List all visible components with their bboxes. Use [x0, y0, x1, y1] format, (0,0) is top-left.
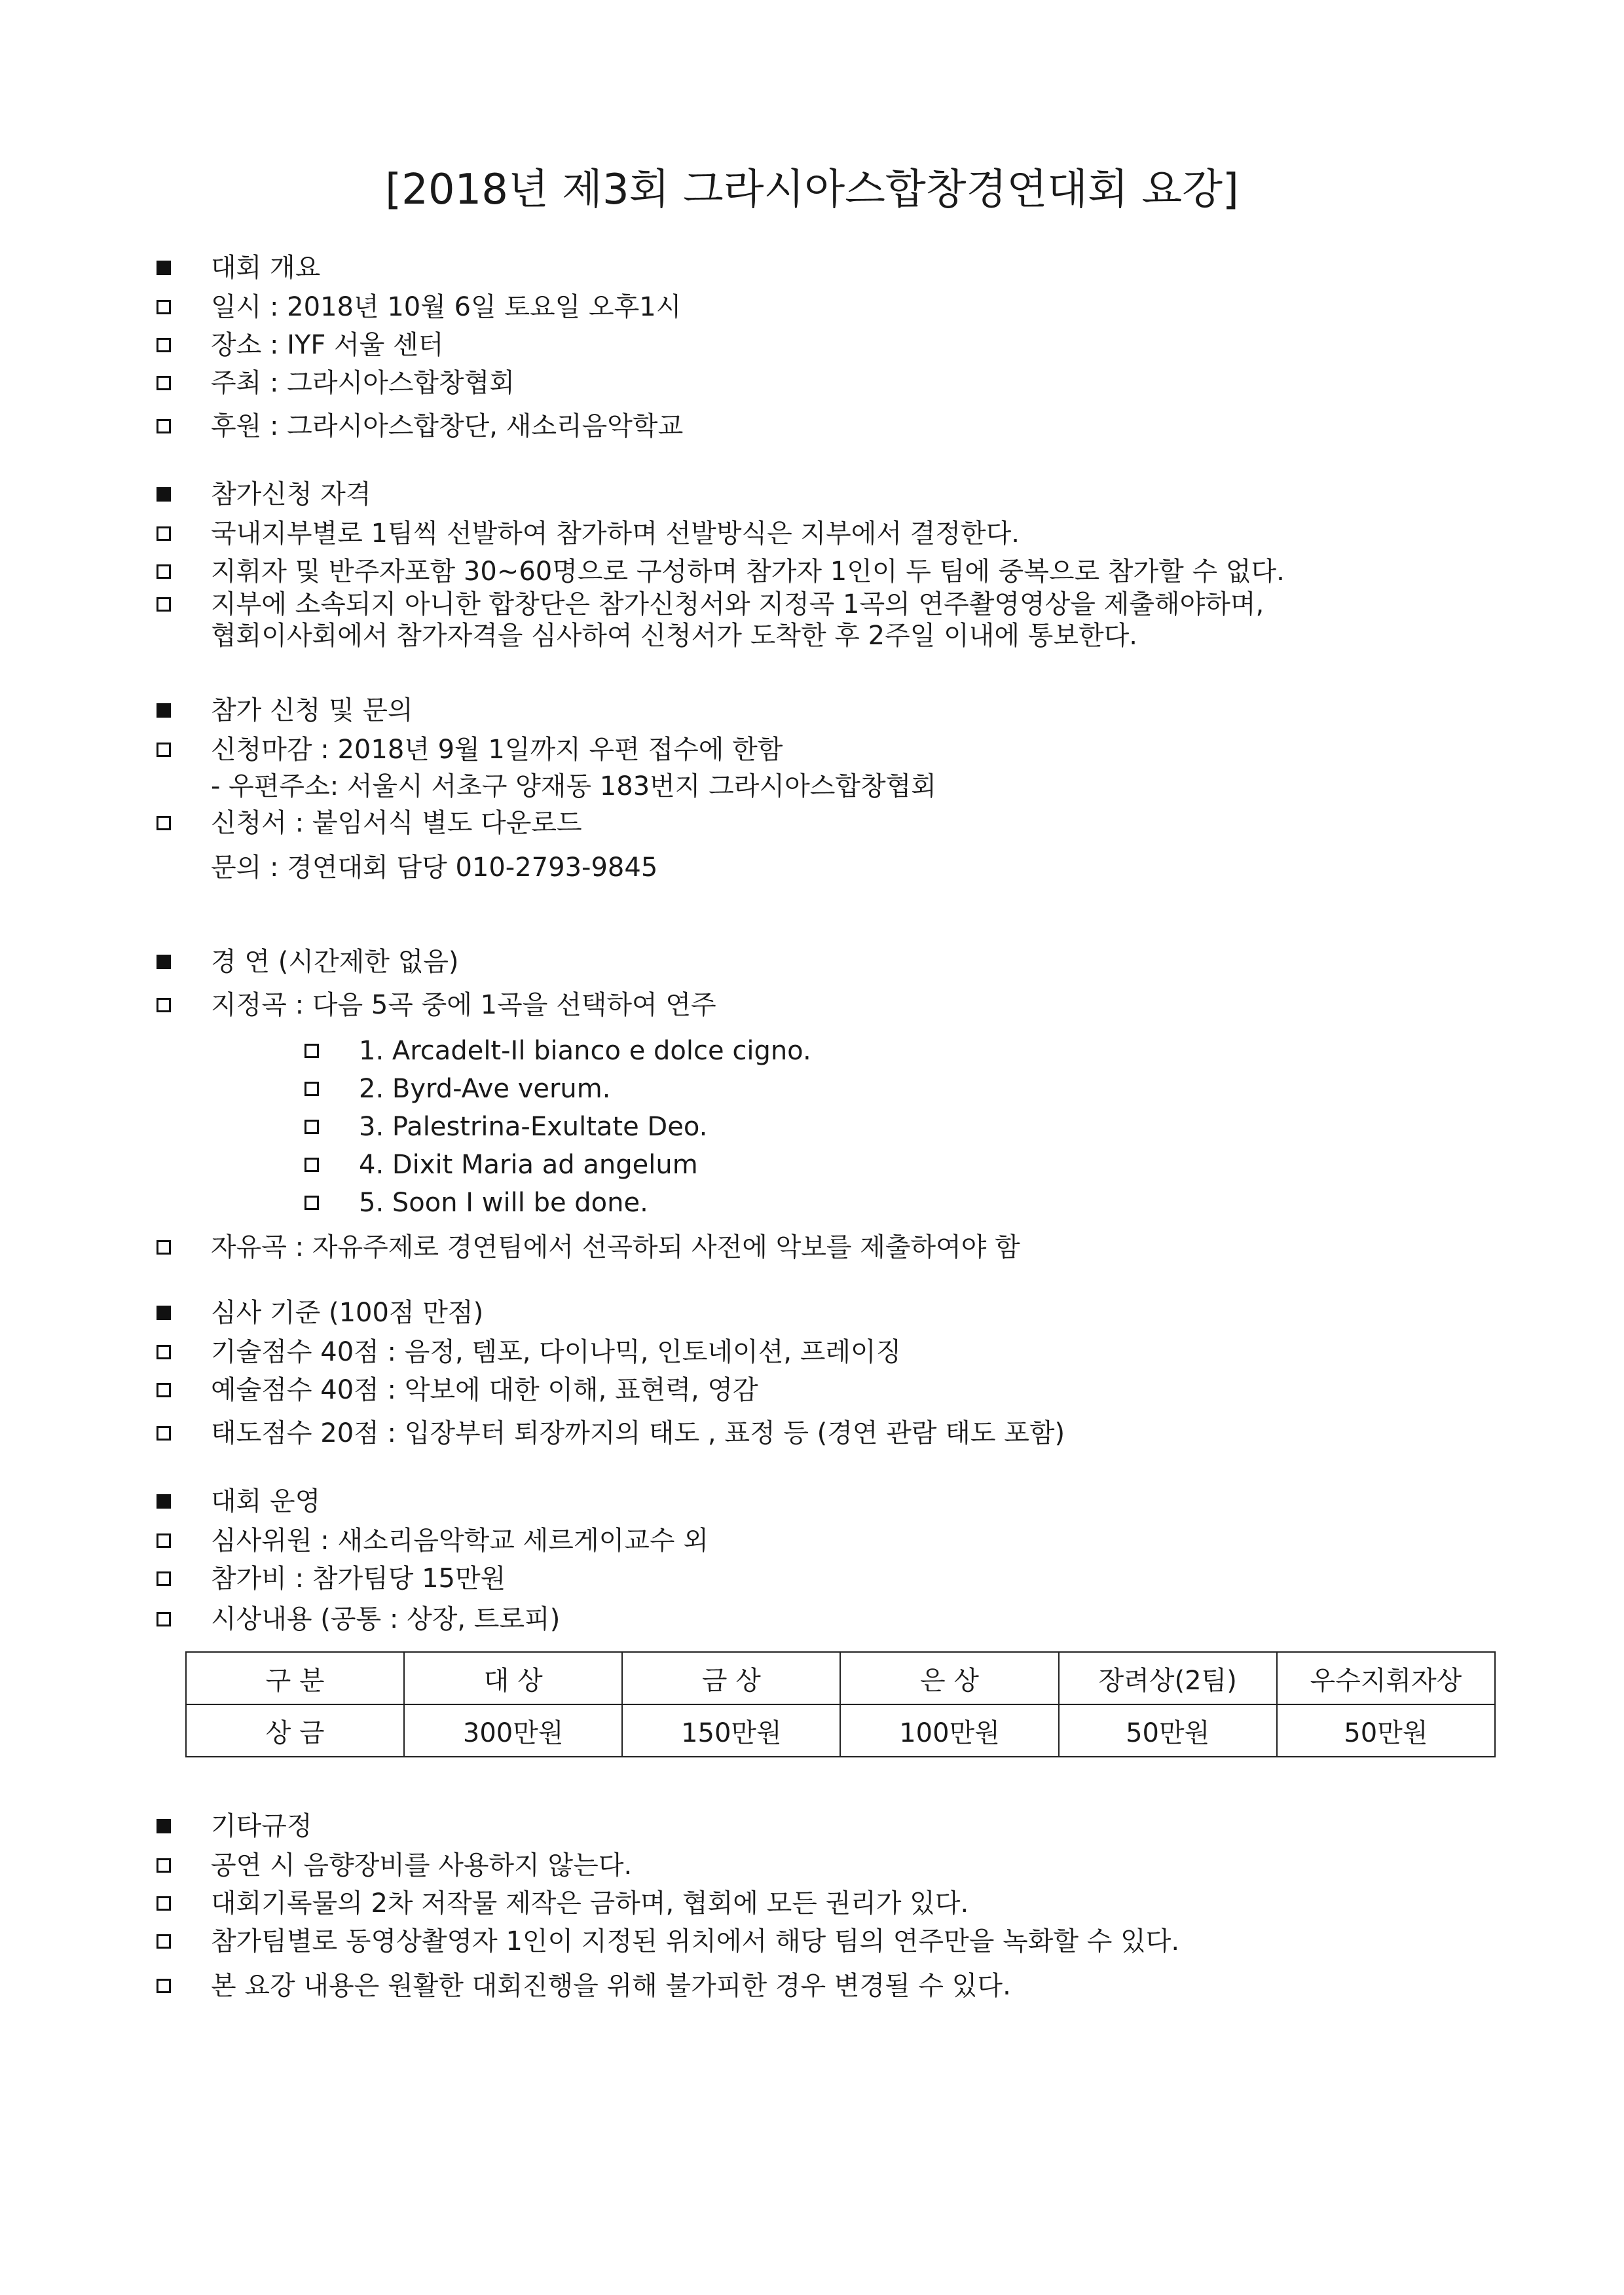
checkbox-bullet-icon [304, 1158, 319, 1172]
table-cell: 300만원 [404, 1704, 622, 1757]
operation-awards: 시상내용 (공통 : 상장, 트로피) [211, 1604, 561, 1634]
checkbox-bullet-icon [157, 564, 171, 579]
checkbox-bullet-icon [157, 1383, 171, 1397]
checkbox-bullet-icon [304, 1120, 319, 1134]
criteria-item: 예술점수 40점 : 악보에 대한 이해, 표현력, 영감 [211, 1375, 758, 1405]
section-heading-criteria: 심사 기준 (100점 만점) [211, 1298, 484, 1328]
checkbox-bullet-icon [304, 1082, 319, 1096]
table-cell: 100만원 [840, 1704, 1058, 1757]
filled-square-bullet-icon [157, 261, 171, 275]
eligibility-item: 지부에 소속되지 아니한 합창단은 참가신청서와 지정곡 1곡의 연주촬영영상을 제출해야하며, [211, 589, 1264, 619]
checkbox-bullet-icon [157, 1979, 171, 1993]
section-heading-overview: 대회 개요 [211, 253, 321, 283]
checkbox-bullet-icon [157, 1533, 171, 1548]
prize-table [185, 1651, 1496, 1757]
checkbox-bullet-icon [304, 1044, 319, 1058]
other-rule: 공연 시 음향장비를 사용하지 않는다. [211, 1850, 633, 1881]
checkbox-bullet-icon [157, 300, 171, 314]
checkbox-bullet-icon [157, 376, 171, 390]
checkbox-bullet-icon [157, 816, 171, 830]
checkbox-bullet-icon [157, 1858, 171, 1873]
song-item: 5. Soon I will be done. [359, 1188, 648, 1218]
application-form: 신청서 : 붙임서식 별도 다운로드 [211, 808, 582, 838]
checkbox-bullet-icon [157, 1345, 171, 1359]
application-address: - 우편주소: 서울시 서초구 양재동 183번지 그라시아스합창협회 [211, 771, 936, 801]
other-rule: 참가팀별로 동영상촬영자 1인이 지정된 위치에서 해당 팀의 연주만을 녹화할 수 있다. [211, 1926, 1180, 1956]
filled-square-bullet-icon [157, 487, 171, 502]
checkbox-bullet-icon [157, 338, 171, 352]
competition-free-piece: 자유곡 : 자유주제로 경연팀에서 선곡하되 사전에 악보를 제출하여야 함 [211, 1232, 1020, 1262]
other-rule: 본 요강 내용은 원활한 대회진행을 위해 불가피한 경우 변경될 수 있다. [211, 1971, 1011, 2001]
filled-square-bullet-icon [157, 1819, 171, 1833]
checkbox-bullet-icon [157, 419, 171, 433]
overview-venue: 장소 : IYF 서울 센터 [211, 330, 444, 360]
criteria-item: 태도점수 20점 : 입장부터 퇴장까지의 태도 , 표정 등 (경연 관람 태도 포함) [211, 1418, 1065, 1448]
table-header-cell: 우수지휘자상 [1277, 1652, 1495, 1704]
eligibility-item: 국내지부별로 1팀씩 선발하여 참가하며 선발방식은 지부에서 결정한다. [211, 519, 1020, 549]
eligibility-item: 지휘자 및 반주자포함 30~60명으로 구성하며 참가자 1인이 두 팀에 중복으로 참가할 수 없다. [211, 557, 1285, 587]
operation-judges: 심사위원 : 새소리음악학교 세르게이교수 외 [211, 1526, 709, 1556]
other-rule: 대회기록물의 2차 저작물 제작은 금하며, 협회에 모든 권리가 있다. [211, 1888, 969, 1919]
checkbox-bullet-icon [157, 1571, 171, 1586]
table-header-cell: 금 상 [622, 1652, 840, 1704]
table-header-row [186, 1652, 1495, 1704]
operation-fee: 참가비 : 참가팀당 15만원 [211, 1564, 506, 1594]
section-heading-other: 기타규정 [211, 1811, 312, 1841]
table-header-cell: 장려상(2팀) [1059, 1652, 1277, 1704]
section-heading-application: 참가 신청 및 문의 [211, 695, 413, 725]
criteria-item: 기술점수 40점 : 음정, 템포, 다이나믹, 인토네이션, 프레이징 [211, 1337, 902, 1367]
table-header-cell: 구 분 [186, 1652, 404, 1704]
application-deadline: 신청마감 : 2018년 9월 1일까지 우편 접수에 한함 [211, 735, 783, 765]
checkbox-bullet-icon [157, 1612, 171, 1626]
table-cell: 상 금 [186, 1704, 404, 1757]
checkbox-bullet-icon [157, 998, 171, 1012]
checkbox-bullet-icon [304, 1196, 319, 1210]
filled-square-bullet-icon [157, 955, 171, 969]
checkbox-bullet-icon [157, 1240, 171, 1255]
table-cell: 50만원 [1277, 1704, 1495, 1757]
checkbox-bullet-icon [157, 743, 171, 757]
filled-square-bullet-icon [157, 1306, 171, 1320]
table-cell: 150만원 [622, 1704, 840, 1757]
checkbox-bullet-icon [157, 526, 171, 541]
filled-square-bullet-icon [157, 1494, 171, 1509]
overview-host: 주최 : 그라시아스합창협회 [211, 368, 515, 398]
checkbox-bullet-icon [157, 1896, 171, 1911]
checkbox-bullet-icon [157, 597, 171, 612]
song-item: 2. Byrd-Ave verum. [359, 1074, 611, 1104]
eligibility-item-continued: 협회이사회에서 참가자격을 심사하여 신청서가 도착한 후 2주일 이내에 통보한다. [211, 621, 1138, 651]
section-heading-competition: 경 연 (시간제한 없음) [211, 947, 459, 977]
song-item: 3. Palestrina-Exultate Deo. [359, 1112, 708, 1142]
table-header-cell: 은 상 [840, 1652, 1058, 1704]
section-heading-eligibility: 참가신청 자격 [211, 479, 371, 509]
table-header-cell: 대 상 [404, 1652, 622, 1704]
overview-sponsor: 후원 : 그라시아스합창단, 새소리음악학교 [211, 411, 684, 441]
table-row [186, 1704, 1495, 1757]
table-cell: 50만원 [1059, 1704, 1277, 1757]
section-heading-operation: 대회 운영 [211, 1486, 321, 1516]
checkbox-bullet-icon [157, 1934, 171, 1949]
filled-square-bullet-icon [157, 703, 171, 718]
song-item: 4. Dixit Maria ad angelum [359, 1150, 698, 1180]
song-item: 1. Arcadelt-Il bianco e dolce cigno. [359, 1036, 811, 1066]
checkbox-bullet-icon [157, 1426, 171, 1441]
application-contact: 문의 : 경연대회 담당 010-2793-9845 [211, 853, 658, 883]
overview-date: 일시 : 2018년 10월 6일 토요일 오후1시 [211, 292, 682, 322]
competition-required-piece: 지정곡 : 다음 5곡 중에 1곡을 선택하여 연주 [211, 990, 716, 1020]
document-title: [2018년 제3회 그라시아스합창경연대회 요강] [385, 166, 1239, 214]
